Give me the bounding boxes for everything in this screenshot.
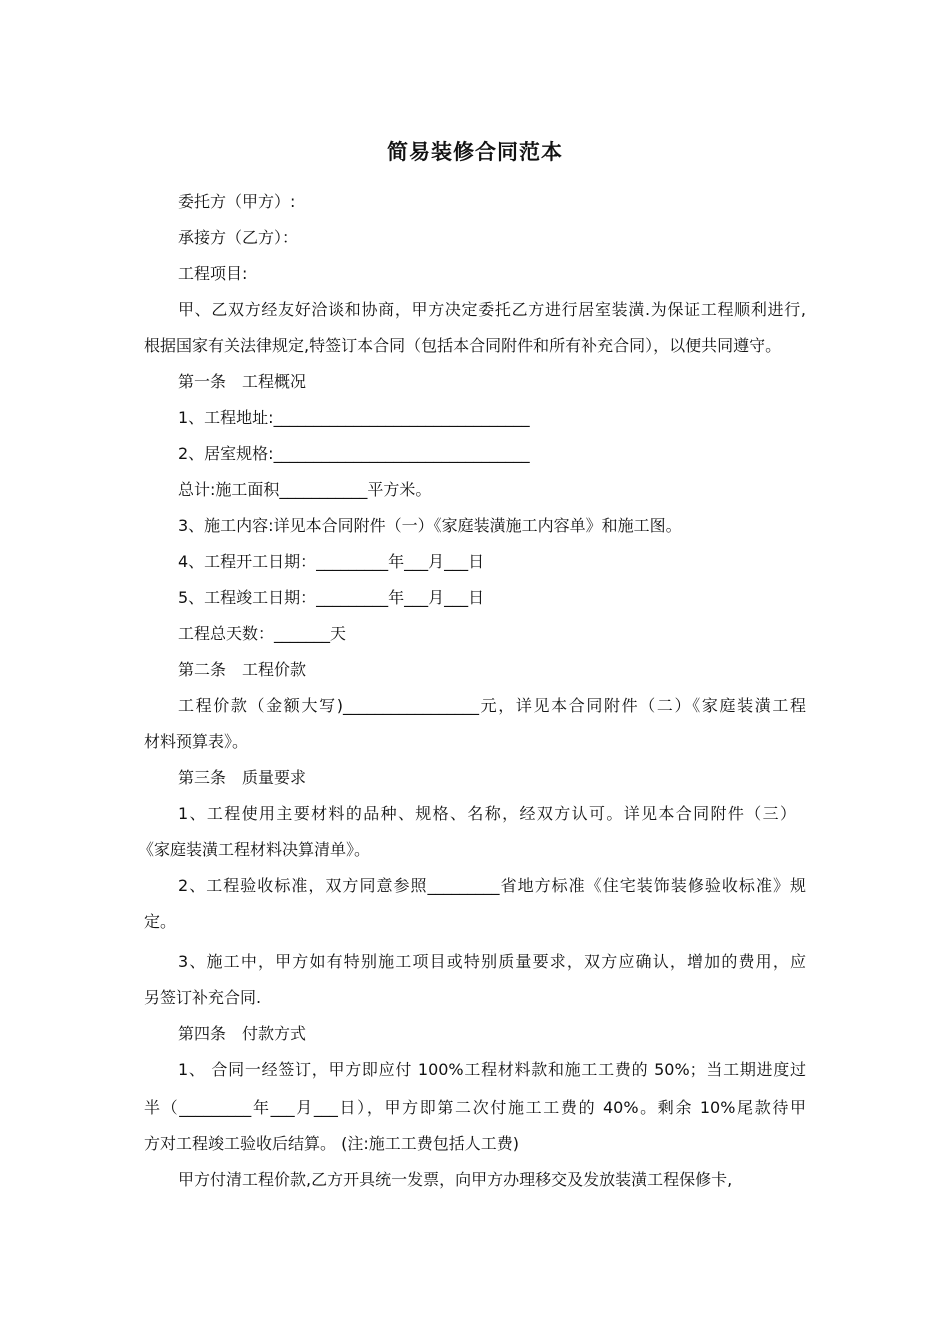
- article-2-heading: 第二条 工程价款: [178, 660, 307, 679]
- preamble-line-2: 根据国家有关法律规定,特签订本合同（包括本合同附件和所有补充合同），以便共同遵守。: [144, 336, 782, 355]
- article-3-heading: 第三条 质量要求: [178, 768, 307, 787]
- preamble-line-1: 甲、乙双方经友好洽谈和协商，甲方决定委托乙方进行居室装潢.为保证工程顺利进行,: [178, 300, 806, 319]
- quality-2-line-1: 2、工程验收标准，双方同意参照_________省地方标准《住宅装饰装修验收标准》规: [178, 876, 806, 895]
- price-line-2: 材料预算表》。: [144, 732, 249, 751]
- quality-3-line-1: 3、施工中，甲方如有特别施工项目或特别质量要求，双方应确认，增加的费用，应: [178, 952, 806, 971]
- project-address-line: 1、工程地址:________________________________: [178, 408, 530, 427]
- project-line: 工程项目:: [178, 264, 248, 283]
- party-b-line: 承接方（乙方）：: [178, 228, 299, 247]
- room-spec-line: 2、居室规格:________________________________: [178, 444, 530, 463]
- payment-1-line-3: 方对工程竣工验收后结算。 (注:施工工费包括人工费): [144, 1134, 519, 1153]
- quality-1-line-1: 1、工程使用主要材料的品种、规格、名称，经双方认可。详见本合同附件（三）: [178, 804, 796, 823]
- total-area-line: 总计:施工面积___________平方米。: [178, 480, 432, 499]
- party-a-line: 委托方（甲方）:: [178, 192, 296, 211]
- quality-2-line-2: 定。: [144, 912, 177, 931]
- article-4-heading: 第四条 付款方式: [178, 1024, 307, 1043]
- document-title: 简易装修合同范本: [387, 140, 563, 164]
- price-line-1: 工程价款（金额大写)_________________元，详见本合同附件（二）《家庭装潢工程: [178, 696, 806, 715]
- settlement-line: 甲方付清工程价款,乙方开具统一发票，向甲方办理移交及发放装潢工程保修卡,: [178, 1170, 733, 1189]
- quality-3-line-2: 另签订补充合同.: [144, 988, 262, 1007]
- completion-date-line: 5、工程竣工日期：_________年___月___日: [178, 588, 485, 607]
- payment-1-line-2: 半（_________年___月___日），甲方即第二次付施工工费的 40%。剩余 10%尾款待甲: [144, 1098, 806, 1117]
- start-date-line: 4、工程开工日期：_________年___月___日: [178, 552, 485, 571]
- article-1-heading: 第一条 工程概况: [178, 372, 307, 391]
- quality-1-line-2: 《家庭装潢工程材料决算清单》。: [138, 840, 371, 859]
- total-days-line: 工程总天数：_______天: [178, 624, 347, 643]
- work-content-line: 3、施工内容:详见本合同附件（一）《家庭装潢施工内容单》和施工图。: [178, 516, 682, 535]
- payment-1-line-1: 1、 合同一经签订，甲方即应付 100%工程材料款和施工工费的 50%；当工期进度过: [178, 1060, 806, 1079]
